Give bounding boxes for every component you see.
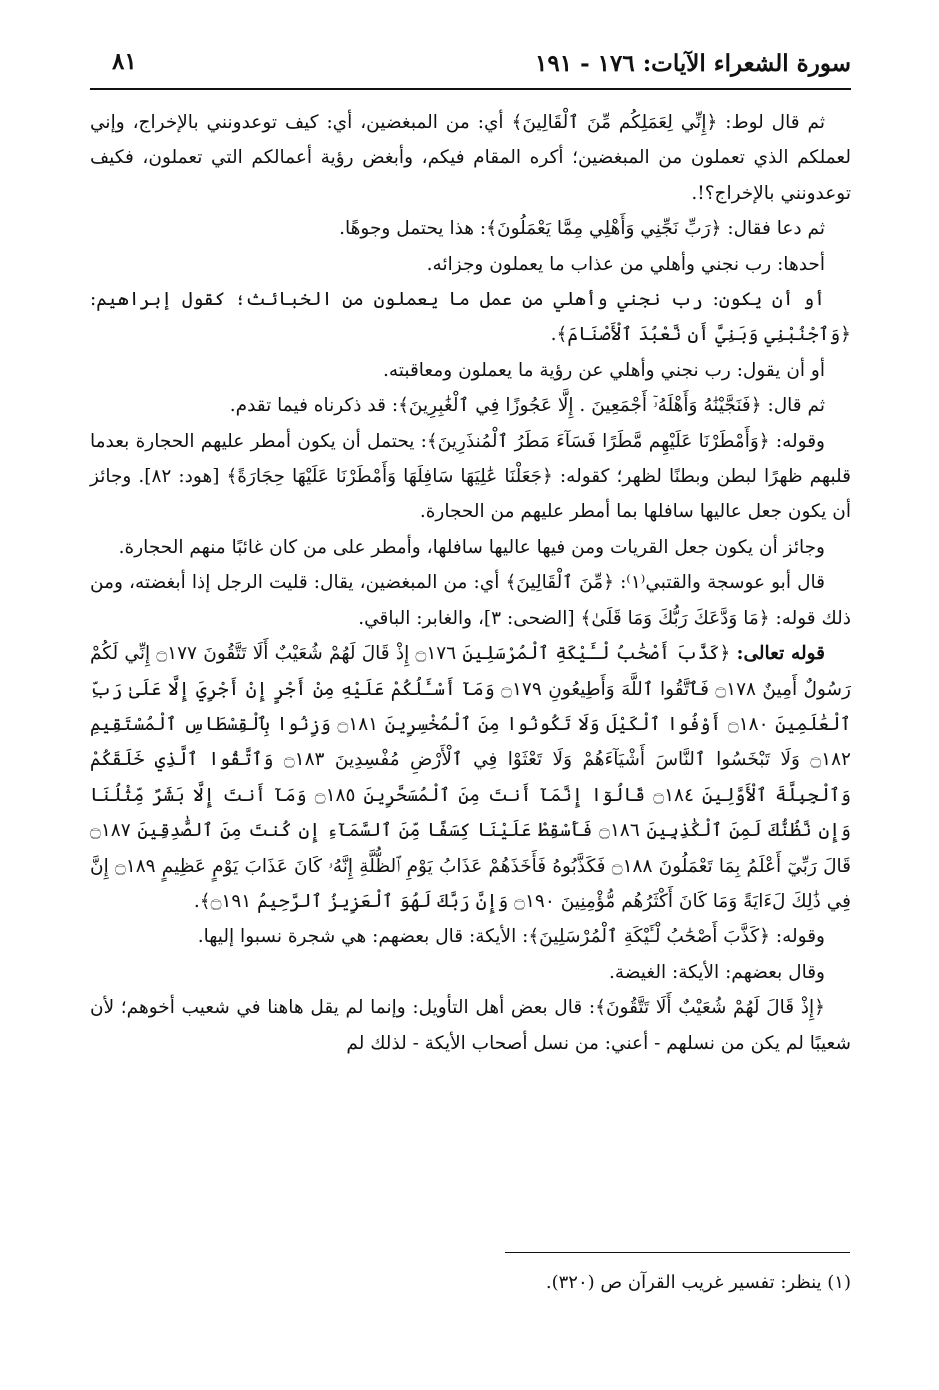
paragraph: أو أن يقول: رب نجني وأهلي عن رؤية ما يعملون ومعاقبته. xyxy=(382,359,825,381)
verse-text: ﴿كَذَّبَ أَصْحَٰبُ لْـَٔيْكَةِ ٱلْمُرْسَلِينَ ۝١٧٦ إِذْ قَالَ لَهُمْ شُعَيْبٌ أَلَا تَتَّقُونَ ۝١٧٧ إِنِّي لَكُمْ رَسُولٌ أَمِينٌ ۝١٧٨ فَٱتَّقُوا ٱللَّهَ وَأَطِيعُونِ ۝١٧٩ وَمَآ أَسْـَٔلُكُمْ عَلَيْهِ مِنْ أَجْرٍ إِنْ أَجْرِيَ إِلَّا عَلَىٰ رَبِّ ٱلْعَٰلَمِينَ ۝١٨٠ أَوْفُوا ٱلْكَيْلَ وَلَا تَكُونُوا مِنَ ٱلْمُخْسِرِينَ ۝١٨١ وَزِنُوا بِٱلْقِسْطَاسِ ٱلْمُسْتَقِيمِ ۝١٨٢ وَلَا تَبْخَسُوا ٱلنَّاسَ أَشْيَآءَهُمْ وَلَا تَعْثَوْا فِي ٱلْأَرْضِ مُفْسِدِينَ ۝١٨٣ وَٱتَّقُوا ٱلَّذِي خَلَقَكُمْ وَٱلْجِبِلَّةَ ٱلْأَوَّلِينَ ۝١٨٤ قَالُوٓا إِنَّمَآ أَنتَ مِنَ ٱلْمُسَحَّرِينَ ۝١٨٥ وَمَآ أَنتَ إِلَّا بَشَرٌ مِّثْلُنَا وَإِن نَّظُنُّكَ لَمِنَ ٱلْكَٰذِبِينَ ۝١٨٦ فَأَسْقِطْ عَلَيْنَا كِسَفًا مِّنَ ٱلسَّمَآءِ إِن كُنتَ مِنَ ٱلصَّٰدِقِينَ ۝١٨٧ قَالَ رَبِّيٓ أَعْلَمُ بِمَا تَعْمَلُونَ ۝١٨٨ فَكَذَّبُوهُ فَأَخَذَهُمْ عَذَابُ يَوْمِ ٱلظُّلَّةِ إِنَّهُۥ كَانَ عَذَابَ يَوْمٍ عَظِيمٍ ۝١٨٩ إِنَّ فِي ذَٰلِكَ لَءَايَةً وَمَا كَانَ أَكْثَرُهُم مُّؤْمِنِينَ ۝١٩٠ وَإِنَّ رَبَّكَ لَهُوَ ٱلْعَزِيزُ ٱلرَّحِيمُ ۝١٩١﴾. xyxy=(90,643,852,912)
paragraph: وقوله: ﴿كَذَّبَ أَصْحَٰبُ لْـَٔيْكَةِ ٱلْمُرْسَلِينَ﴾: الأيكة: قال بعضهم: هي شجرة نسبوا إليها. xyxy=(197,926,825,948)
paragraph: ثم قال: ﴿فَنَجَّيْنَٰهُ وَأَهْلَهُۥٓ أَجْمَعِينَ . إِلَّا عَجُوزًا فِي ٱلْغَٰبِرِينَ﴾: قد ذكرناه فيما تقدم. xyxy=(229,395,825,417)
page-number: ٨١ xyxy=(112,48,137,75)
paragraph: ثم قال لوط: ﴿إِنِّي لِعَمَلِكُم مِّنَ ٱلْقَالِينَ﴾ أي: من المبغضين، أي: كيف توعدونني بالإخراج، وإني لعملكم الذي تعملون من المبغضين؛ أكره المقام فيكم، وأبغض رؤية أعمالكم التي تعملون، فكيف توعدونني بالإخراج؟!. xyxy=(90,112,851,204)
page-header xyxy=(90,40,851,90)
paragraph: ﴿إِذْ قَالَ لَهُمْ شُعَيْبٌ أَلَا تَتَّقُونَ﴾: قال بعض أهل التأويل: وإنما لم يقل هاهنا في شعيب أخوهم؛ لأن شعيبًا لم يكن من نسلهم - أعني: من نسل أصحاب الأيكة - لذلك لم xyxy=(90,997,851,1054)
footnote-divider xyxy=(505,1252,850,1253)
paragraph: قال أبو عوسجة والقتبي⁽١⁾: ﴿مِّنَ ٱلْقَالِينَ﴾ أي: من المبغضين، يقال: قليت الرجل إذا أبغضته، ومن ذلك قوله: ﴿مَا وَدَّعَكَ رَبُّكَ وَمَا قَلَىٰ﴾ [الضحى: ٣]، والغابر: الباقي. xyxy=(90,572,851,629)
paragraph: ثم دعا فقال: ﴿رَبِّ نَجِّنِي وَأَهْلِي مِمَّا يَعْمَلُونَ﴾: هذا يحتمل وجوهًا. xyxy=(339,218,825,240)
paragraph: أحدها: رب نجني وأهلي من عذاب ما يعملون وجزائه. xyxy=(426,253,825,275)
header-title: سورة الشعراء الآيات: ١٧٦ - ١٩١ xyxy=(535,50,851,77)
verse-lead: قوله تعالى: xyxy=(736,643,825,665)
verse-paragraph xyxy=(90,636,851,919)
paragraph: وجائز أن يكون جعل القريات ومن فيها عاليها سافلها، وأمطر على من كان غائبًا منهم الحجارة. xyxy=(118,536,825,558)
paragraph: وقوله: ﴿وَأَمْطَرْنَا عَلَيْهِم مَّطَرًا فَسَآءَ مَطَرُ ٱلْمُنذَرِينَ﴾: يحتمل أن يكون أمطر عليهم الحجارة بعدما قلبهم ظهرًا لبطن وبطنًا لظهر؛ كقوله: ﴿جَعَلْنَا عَٰلِيَهَا سَافِلَهَا وَأَمْطَرْنَا عَلَيْهَا حِجَارَةً﴾ [هود: ٨٢]. وجائز أن يكون جعل عاليها سافلها بما أمطر عليهم من الحجارة. xyxy=(90,430,851,523)
main-text xyxy=(90,105,851,1061)
paragraph: أو أن يكون: رب نجني وأهلي من عمل ما يعملون من الخبائث؛ كقول إبراهيم: ﴿وَٱجْنُبْنِي وَبَنِيَّ أَن نَّعْبُدَ ٱلْأَصْنَامَ﴾. xyxy=(90,289,851,346)
footnote: (١) ينظر: تفسير غريب القرآن ص (٣٢٠). xyxy=(545,1272,851,1293)
paragraph: وقال بعضهم: الأيكة: الغيضة. xyxy=(608,961,825,983)
